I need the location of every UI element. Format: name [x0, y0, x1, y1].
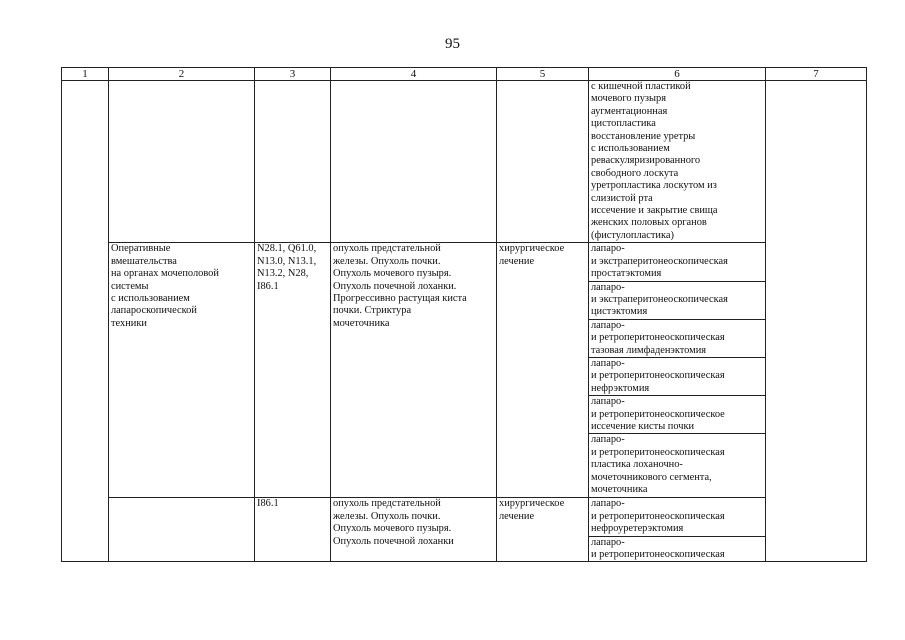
page-number: 95: [445, 36, 460, 52]
column-number-header: [62, 68, 867, 81]
table-row: [62, 81, 867, 243]
col-num-7: 7: [766, 68, 867, 81]
method-cell: лапаро- и ретроперитонеоскопическая: [589, 536, 766, 562]
col-num-5: 5: [497, 68, 589, 81]
method-cell: лапаро- и ретроперитонеоскопическая пластика лоханочно- мочеточникового сегмента, мочеточника: [589, 434, 766, 498]
diagnosis-codes: N28.1, Q61.0, N13.0, N13.1, N13.2, N28, I86.1: [255, 243, 331, 498]
col-num-4: 4: [331, 68, 497, 81]
disease-model: опухоль предстательной железы. Опухоль почки. Опухоль мочевого пузыря. Опухоль почечной лоханки. Прогрессивно растущая киста почки. Стриктура мочеточника: [331, 243, 497, 498]
cell-col7: [766, 81, 867, 562]
table-row: [62, 498, 867, 536]
col-num-3: 3: [255, 68, 331, 81]
col-num-1: 1: [62, 68, 109, 81]
method-cell: лапаро- и ретроперитонеоскопическое иссечение кисты почки: [589, 396, 766, 434]
intervention-group: Оперативные вмешательства на органах мочеполовой системы с использованием лапароскопической техники: [109, 243, 255, 498]
method-cell: лапаро- и ретроперитонеоскопическая тазовая лимфаденэктомия: [589, 319, 766, 357]
method-cell: с кишечной пластикой мочевого пузыря аугментационная цистопластика восстановление уретры с использованием реваскуляризированного свободного лоскута уретропластика лоскутом из слизистой рта иссечение и закрытие свища женских половых органов (фистулопластика): [589, 81, 766, 243]
col-num-6: 6: [589, 68, 766, 81]
cell-col4: [331, 81, 497, 243]
disease-model: опухоль предстательной железы. Опухоль почки. Опухоль мочевого пузыря. Опухоль почечной лоханки: [331, 498, 497, 562]
treatment-type: хирургическое лечение: [497, 498, 589, 562]
table-row: [62, 243, 867, 281]
diagnosis-codes: I86.1: [255, 498, 331, 562]
procedures-table: [61, 67, 867, 562]
method-cell: лапаро- и экстраперитонеоскопическая цистэктомия: [589, 281, 766, 319]
cell-col5: [497, 81, 589, 243]
col-num-2: 2: [109, 68, 255, 81]
cell-col3: [255, 81, 331, 243]
method-cell: лапаро- и ретроперитонеоскопическая нефроуретерэктомия: [589, 498, 766, 536]
method-cell: лапаро- и экстраперитонеоскопическая простатэктомия: [589, 243, 766, 281]
cell-col2: [109, 81, 255, 243]
method-cell: лапаро- и ретроперитонеоскопическая нефрэктомия: [589, 357, 766, 395]
cell-col2-empty: [109, 498, 255, 562]
treatment-type: хирургическое лечение: [497, 243, 589, 498]
cell-col1: [62, 81, 109, 562]
